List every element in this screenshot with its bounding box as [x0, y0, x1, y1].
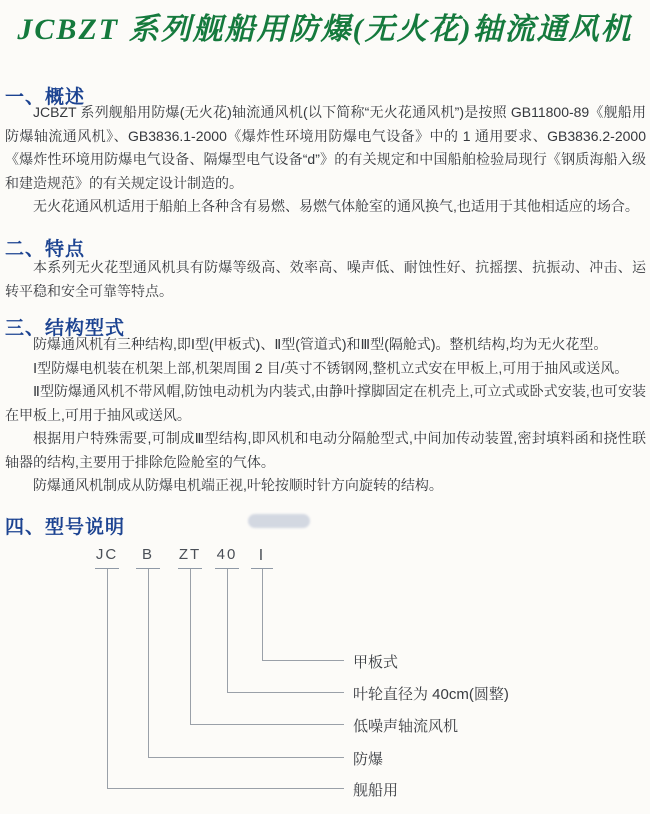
section-body-overview [5, 101, 646, 219]
section-heading-features: 二、特点 [5, 239, 86, 260]
connector-line [148, 757, 344, 758]
connector-line [107, 569, 108, 788]
diagram-label-deck-type: 甲板式 [353, 654, 399, 671]
paragraph: 防爆通风机有三种结构,即Ⅰ型(甲板式)、Ⅱ型(管道式)和Ⅲ型(隔舱式)。整机结构,均为无火花型。 [33, 336, 608, 352]
connector-line [262, 569, 263, 660]
connector-line [227, 692, 344, 693]
paragraph: Ⅰ型防爆电机装在机架上部,机架周围 2 目/英寸不锈钢网,整机立式安在甲板上,可用于抽风或送风。 [33, 359, 629, 376]
paragraph: Ⅱ型防爆通风机不带风帽,防蚀电动机为内装式,由静叶撑脚固定在机壳上,可立式或卧式安装,也可安装在甲板上,可用于抽风或送风。 [5, 383, 646, 423]
diagram-label-marine-use: 舰船用 [353, 782, 399, 799]
diagram-label-low-noise-axial: 低噪声轴流风机 [353, 718, 459, 735]
model-code-40: 40 [216, 546, 238, 563]
paragraph: 根据用户特殊需要,可制成Ⅲ型结构,即风机和电动分隔舱型式,中间加传动装置,密封填料函和挠性联轴器的结构,主要用于排除危险舱室的气体。 [5, 430, 646, 470]
diagram-label-impeller-diameter: 叶轮直径为 40cm(圆整) [353, 686, 509, 703]
paragraph: 本系列无火花型通风机具有防爆等级高、效率高、噪声低、耐蚀性好、抗摇摆、抗振动、冲击、运转平稳和安全可靠等特点。 [5, 259, 646, 299]
smudge-mark [248, 514, 310, 528]
connector-line [190, 724, 344, 725]
section-heading-overview: 一、概述 [5, 87, 86, 108]
connector-line [107, 788, 344, 789]
model-code-b: B [141, 546, 155, 563]
connector-line [190, 569, 191, 724]
paragraph: 防爆通风机制成从防爆电机端正视,叶轮按顺时针方向旋转的结构。 [33, 477, 443, 493]
paragraph: 无火花通风机适用于船舶上各种含有易燃、易燃气体舱室的通风换气,也适用于其他相适应的场合。 [33, 198, 639, 214]
model-number-diagram [0, 540, 650, 806]
model-code-jc: JC [95, 546, 119, 563]
connector-line [148, 569, 149, 757]
page-title: JCBZT 系列舰船用防爆(无火花)轴流通风机 [17, 13, 633, 46]
paragraph: JCBZT 系列舰船用防爆(无火花)轴流通风机(以下简称“无火花通风机”)是按照 GB11800-89《舰船用防爆轴流通风机》、GB3836.1-2000《爆炸性环境用防爆电气设备》中的 1 通用要求、GB3836.2-2000《爆炸性环境用防爆电气设备、隔爆型电气设备“d”》的有关规定和中国船舶检验局现行《钢质海船入级和建造规范》的有关规定设计制造的。 [5, 104, 646, 191]
section-heading-model-designation: 四、型号说明 [5, 517, 126, 538]
diagram-label-explosion-proof: 防爆 [353, 751, 384, 768]
model-code-zt: ZT [178, 546, 202, 563]
model-code-type: Ⅰ [258, 547, 266, 564]
connector-line [227, 569, 228, 692]
section-body-structure [5, 333, 646, 498]
section-heading-structure: 三、结构型式 [5, 318, 126, 339]
connector-line [262, 660, 344, 661]
section-body-features [5, 256, 646, 303]
